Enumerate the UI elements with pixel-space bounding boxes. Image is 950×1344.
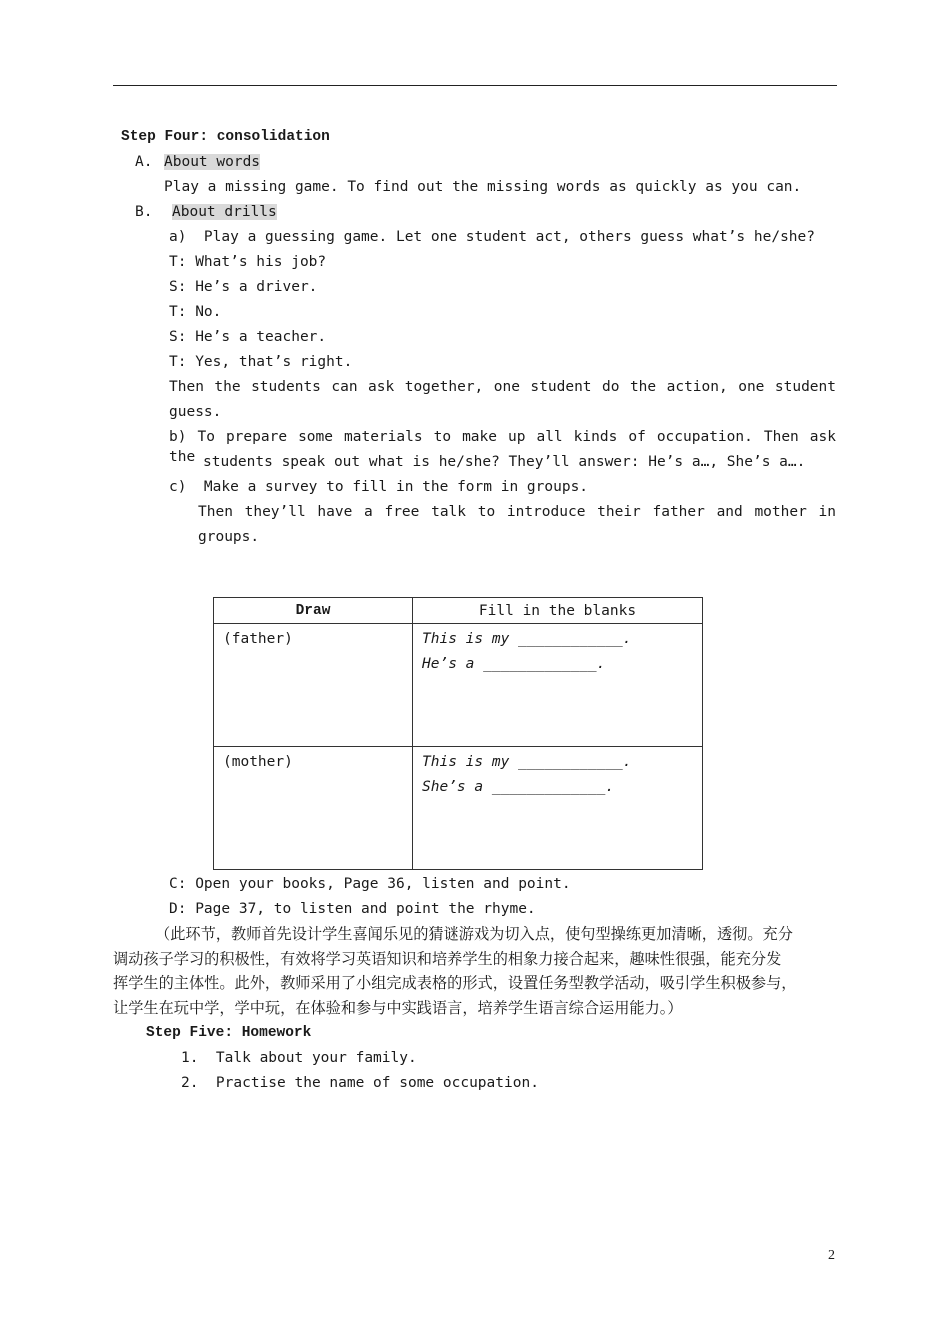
- section-b-label-text: About drills: [172, 204, 277, 220]
- chinese-note-line: 挥学生的主体性。此外，教师采用了小组完成表格的形式，设置任务型教学活动，吸引学生积极参与，: [113, 974, 797, 992]
- header-draw: Draw: [214, 598, 413, 624]
- section-a-text: Play a missing game. To find out the missing words as quickly as you can.: [164, 179, 802, 195]
- fill-line: This is my ____________.: [422, 631, 632, 647]
- item-b-line-2: students speak out what is he/she? They’ll answer: He’s a…, She’s a….: [203, 454, 806, 470]
- draw-cell: [214, 747, 413, 870]
- homework-item: 2. Practise the name of some occupation.: [181, 1075, 539, 1091]
- item-a: a) Play a guessing game. Let one student act, others guess what’s he/she?: [169, 229, 816, 245]
- table-row: [214, 747, 703, 870]
- section-b-label: [172, 202, 277, 222]
- fill-line: She’s a _____________.: [422, 779, 615, 795]
- fill-cell: [413, 624, 703, 747]
- chinese-note: [113, 922, 837, 1020]
- dialogue-line: T: No.: [169, 304, 222, 320]
- draw-cell: [214, 624, 413, 747]
- fill-text: [413, 747, 702, 800]
- chinese-note-line: 让学生在玩中学，学中玩，在体验和参与中实践语言，培养学生语言综合运用能力。）: [113, 998, 683, 1017]
- item-c-then-1: Then they’ll have a free talk to introduce their father and mother in: [198, 504, 836, 520]
- dialogue-line: S: He’s a teacher.: [169, 329, 327, 345]
- page-number: 2: [828, 1248, 835, 1263]
- chinese-note-line: 调动孩子学习的积极性，有效将学习英语知识和培养学生的相象力接合起来，趣味性很强，能充分发: [113, 949, 782, 968]
- table-row: [214, 624, 703, 747]
- step-five-title: Step Five: Homework: [146, 1025, 312, 1041]
- then-line-1: Then the students can ask together, one student do the action, one student: [169, 379, 836, 395]
- father-label: (father): [223, 631, 293, 647]
- survey-table: [213, 597, 703, 870]
- item-c: c) Make a survey to fill in the form in groups.: [169, 479, 589, 495]
- section-a-label-text: About words: [164, 154, 261, 170]
- item-c-then-2: groups.: [198, 529, 260, 545]
- header-rule: [113, 85, 837, 86]
- homework-item: 1. Talk about your family.: [181, 1050, 417, 1066]
- fill-text: [413, 624, 702, 677]
- section-b-marker: B.: [135, 204, 153, 220]
- section-d-line: D: Page 37, to listen and point the rhyme.: [169, 901, 536, 917]
- header-fill: Fill in the blanks: [413, 598, 703, 624]
- section-c-line: C: Open your books, Page 36, listen and point.: [169, 876, 571, 892]
- fill-cell: [413, 747, 703, 870]
- dialogue-line: T: What’s his job?: [169, 254, 327, 270]
- dialogue-line: S: He’s a driver.: [169, 279, 318, 295]
- fill-line: This is my ____________.: [422, 754, 632, 770]
- fill-line: He’s a _____________.: [422, 656, 606, 672]
- mother-label: (mother): [223, 754, 293, 770]
- section-a-label: [164, 152, 260, 172]
- step-four-title: Step Four: consolidation: [121, 129, 330, 145]
- item-b-line-1: b) To prepare some materials to make up all kinds of occupation. Then ask the: [169, 429, 836, 465]
- dialogue-line: T: Yes, that’s right.: [169, 354, 353, 370]
- then-line-2: guess.: [169, 404, 222, 420]
- section-a-marker: A.: [135, 154, 153, 170]
- chinese-note-line: （此环节，教师首先设计学生喜闻乐见的猜谜游戏为切入点，使句型操练更加清晰，透彻。充分: [155, 925, 793, 943]
- table-header-row: [214, 598, 703, 624]
